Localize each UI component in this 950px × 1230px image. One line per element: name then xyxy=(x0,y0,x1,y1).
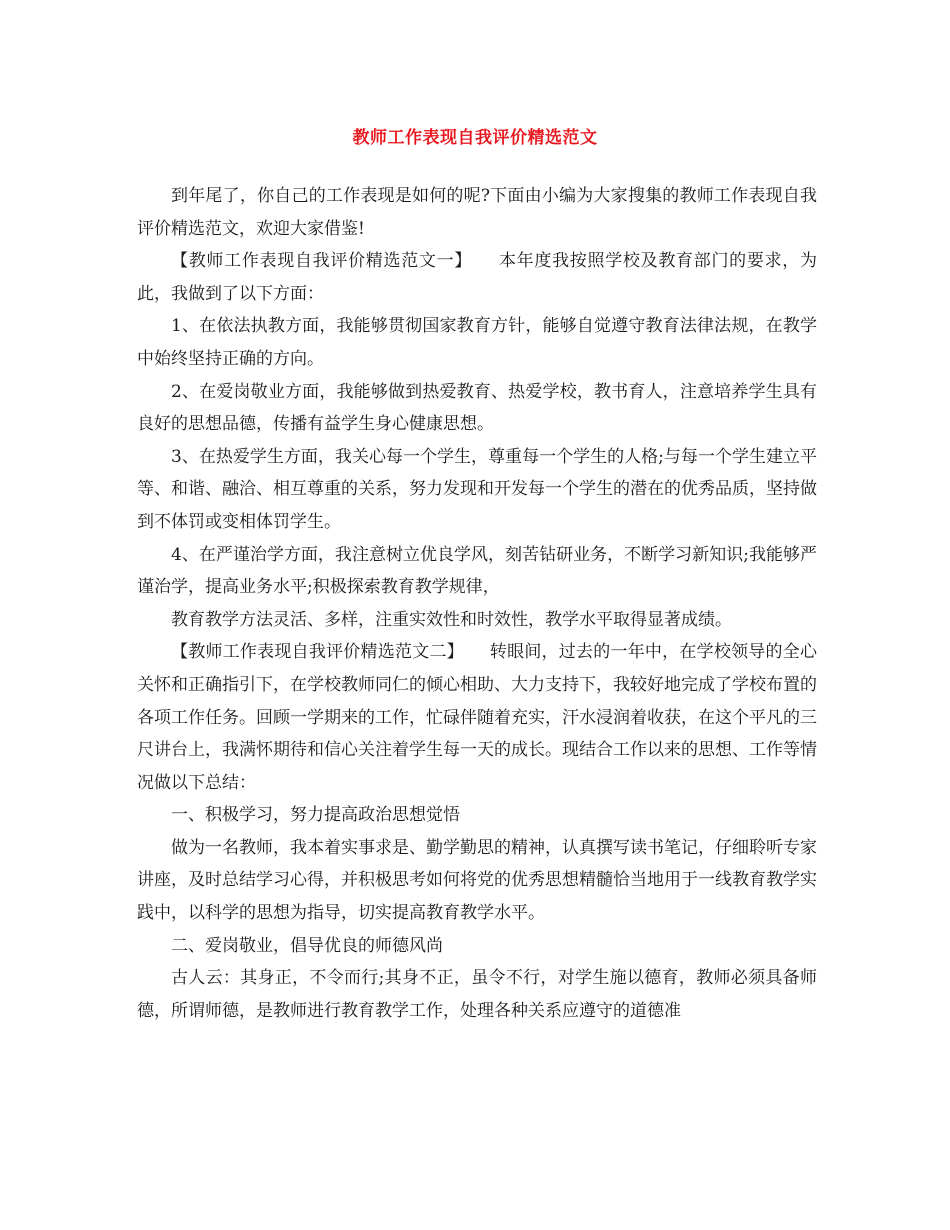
paragraph-sample-two-heading: 【教师工作表现自我评价精选范文二】 转眼间，过去的一年中，在学校领导的全心关怀和正确指引下，在学校教师同仁的倾心相助、大力支持下，我较好地完成了学校布置的各项工作任务。回顾一学期来的工作，忙碌伴随着充实，汗水浸润着收获，在这个平凡的三尺讲台上，我满怀期待和信心关注着学生每一天的成长。现结合工作以来的思想、工作等情况做以下总结： xyxy=(137,642,817,793)
section-heading-2: 二、爱岗敬业，倡导优良的师德风尚 xyxy=(171,935,443,956)
section-heading-1: 一、积极学习，努力提高政治思想觉悟 xyxy=(171,805,460,826)
paragraph-item-2: 2、在爱岗敬业方面，我能够做到热爱教育、热爱学校，教书育人，注意培养学生具有良好的思想品德，传播有益学生身心健康思想。 xyxy=(137,381,817,435)
paragraph-section-2: 古人云：其身正，不令而行;其身不正，虽令不行，对学生施以德育，教师必须具备师德，所谓师德，是教师进行教育教学工作，处理各种关系应遵守的道德准 xyxy=(137,968,817,1021)
paragraph-item-1: 1、在依法执教方面，我能够贯彻国家教育方针，能够自觉遵守教育法律法规，在教学中始终坚持正确的方向。 xyxy=(137,316,817,369)
paragraph-item-3: 3、在热爱学生方面，我关心每一个学生，尊重每一个学生的人格;与每一个学生建立平等、和谐、融洽、相互尊重的关系，努力发现和开发每一个学生的潜在的优秀品质，坚持做到不体罚或变相体罚学生。 xyxy=(137,446,817,532)
paragraph-section-1: 做为一名教师，我本着实事求是、勤学勤思的精神，认真撰写读书笔记，仔细聆听专家讲座，及时总结学习心得，并积极思考如何将党的优秀思想精髓恰当地用于一线教育教学实践中，以科学的思想为指导，切实提高教育教学水平。 xyxy=(137,837,817,924)
paragraph-item-4: 4、在严谨治学方面，我注意树立优良学风，刻苦钻研业务，不断学习新知识;我能够严谨治学，提高业务水平;积极探索教育教学规律， xyxy=(137,544,817,598)
paragraph-item-4-continued: 教育教学方法灵活、多样，注重实效性和时效性，教学水平取得显著成绩。 xyxy=(171,609,732,630)
paragraph-intro: 到年尾了，你自己的工作表现是如何的呢?下面由小编为大家搜集的教师工作表现自我评价精选范文，欢迎大家借鉴! xyxy=(137,186,817,239)
document-title: 教师工作表现自我评价精选范文 xyxy=(352,128,598,148)
paragraph-sample-one-heading: 【教师工作表现自我评价精选范文一】 本年度我按照学校及教育部门的要求，为此，我做到了以下方面： xyxy=(137,251,817,304)
document-body xyxy=(137,180,817,1027)
